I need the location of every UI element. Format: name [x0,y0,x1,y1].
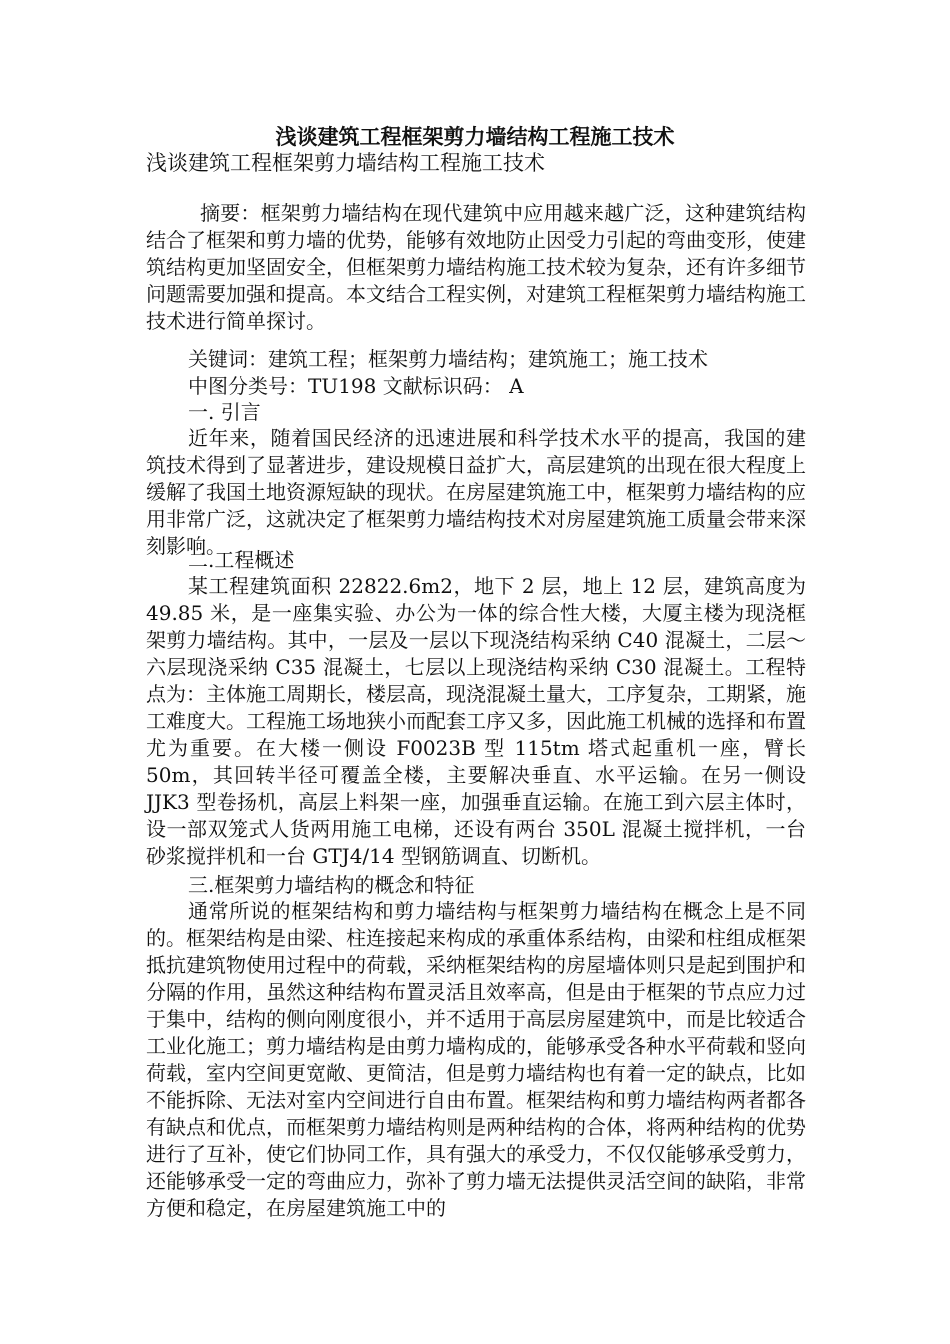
abstract-paragraph: 摘要：框架剪力墙结构在现代建筑中应用越来越广泛，这种建筑结构结合了框架和剪力墙的优势，能够有效地防止因受力引起的弯曲变形，使建筑结构更加坚固安全，但框架剪力墙结构施工技术较为复杂，还有许多细节问题需要加强和提高。本文结合工程实例，对建筑工程框架剪力墙结构施工技术进行简单探讨。 [146,201,806,333]
section-heading-project-overview: 二.工程概述 [188,548,295,572]
classification-line: 中图分类号：TU198 文献标识码： A [188,374,524,398]
document-subtitle: 浅谈建筑工程框架剪力墙结构工程施工技术 [146,151,545,175]
section-heading-introduction: 一. 引言 [188,400,261,424]
section-heading-concept-features: 三.框架剪力墙结构的概念和特征 [188,873,475,897]
section-paragraph-project-overview: 某工程建筑面积 22822.6m2，地下 2 层，地上 12 层，建筑高度为 49.85 米，是一座集实验、办公为一体的综合性大楼，大厦主楼为现浇框架剪力墙结构。其中，一层及一层以下现浇结构采纳 C40 混凝土，二层～六层现浇采纳 C35 混凝土，七层以上现浇结构采纳 C30 混凝土。工程特点为：主体施工周期长，楼层高，现浇混凝土量大，工序复杂，工期紧，施工难度大。工程施工场地狭小而配套工序又多，因此施工机械的选择和布置尤为重要。在大楼一侧设 F0023B 型 115tm 塔式起重机一座，臂长 50m，其回转半径可覆盖全楼，主要解决垂直、水平运输。在另一侧设 JJK3 型卷扬机，高层上料架一座，加强垂直运输。在施工到六层主体时，设一部双笼式人货两用施工电梯，还设有两台 350L 混凝土搅拌机，一台砂浆搅拌机和一台 GTJ4/14 型钢筋调直、切断机。 [146,574,806,868]
document-title: 浅谈建筑工程框架剪力墙结构工程施工技术 [275,125,675,149]
keywords-line: 关键词：建筑工程；框架剪力墙结构；建筑施工；施工技术 [188,347,708,371]
section-paragraph-concept-features: 通常所说的框架结构和剪力墙结构与框架剪力墙结构在概念上是不同的。框架结构是由梁、柱连接起来构成的承重体系结构，由梁和柱组成框架抵抗建筑物使用过程中的荷载，采纳框架结构的房屋墙体则只是起到围护和分隔的作用，虽然这种结构布置灵活且效率高，但是由于框架的节点应力过于集中，结构的侧向刚度很小，并不适用于高层房屋建筑中，而是比较适合工业化施工；剪力墙结构是由剪力墙构成的，能够承受各种水平荷载和竖向荷载，室内空间更宽敞、更简洁，但是剪力墙结构也有着一定的缺点，比如不能拆除、无法对室内空间进行自由布置。框架结构和剪力墙结构两者都各有缺点和优点，而框架剪力墙结构则是两种结构的合体，将两种结构的优势进行了互补，使它们协同工作，具有强大的承受力，不仅仅能够承受剪力，还能够承受一定的弯曲应力，弥补了剪力墙无法提供灵活空间的缺陷，非常方便和稳定，在房屋建筑施工中的 [146,899,806,1220]
section-paragraph-introduction: 近年来，随着国民经济的迅速进展和科学技术水平的提高，我国的建筑技术得到了显著进步，建设规模日益扩大，高层建筑的出现在很大程度上缓解了我国土地资源短缺的现状。在房屋建筑施工中，框架剪力墙结构的应用非常广泛，这就决定了框架剪力墙结构技术对房屋建筑施工质量会带来深刻影响。 [146,426,806,558]
